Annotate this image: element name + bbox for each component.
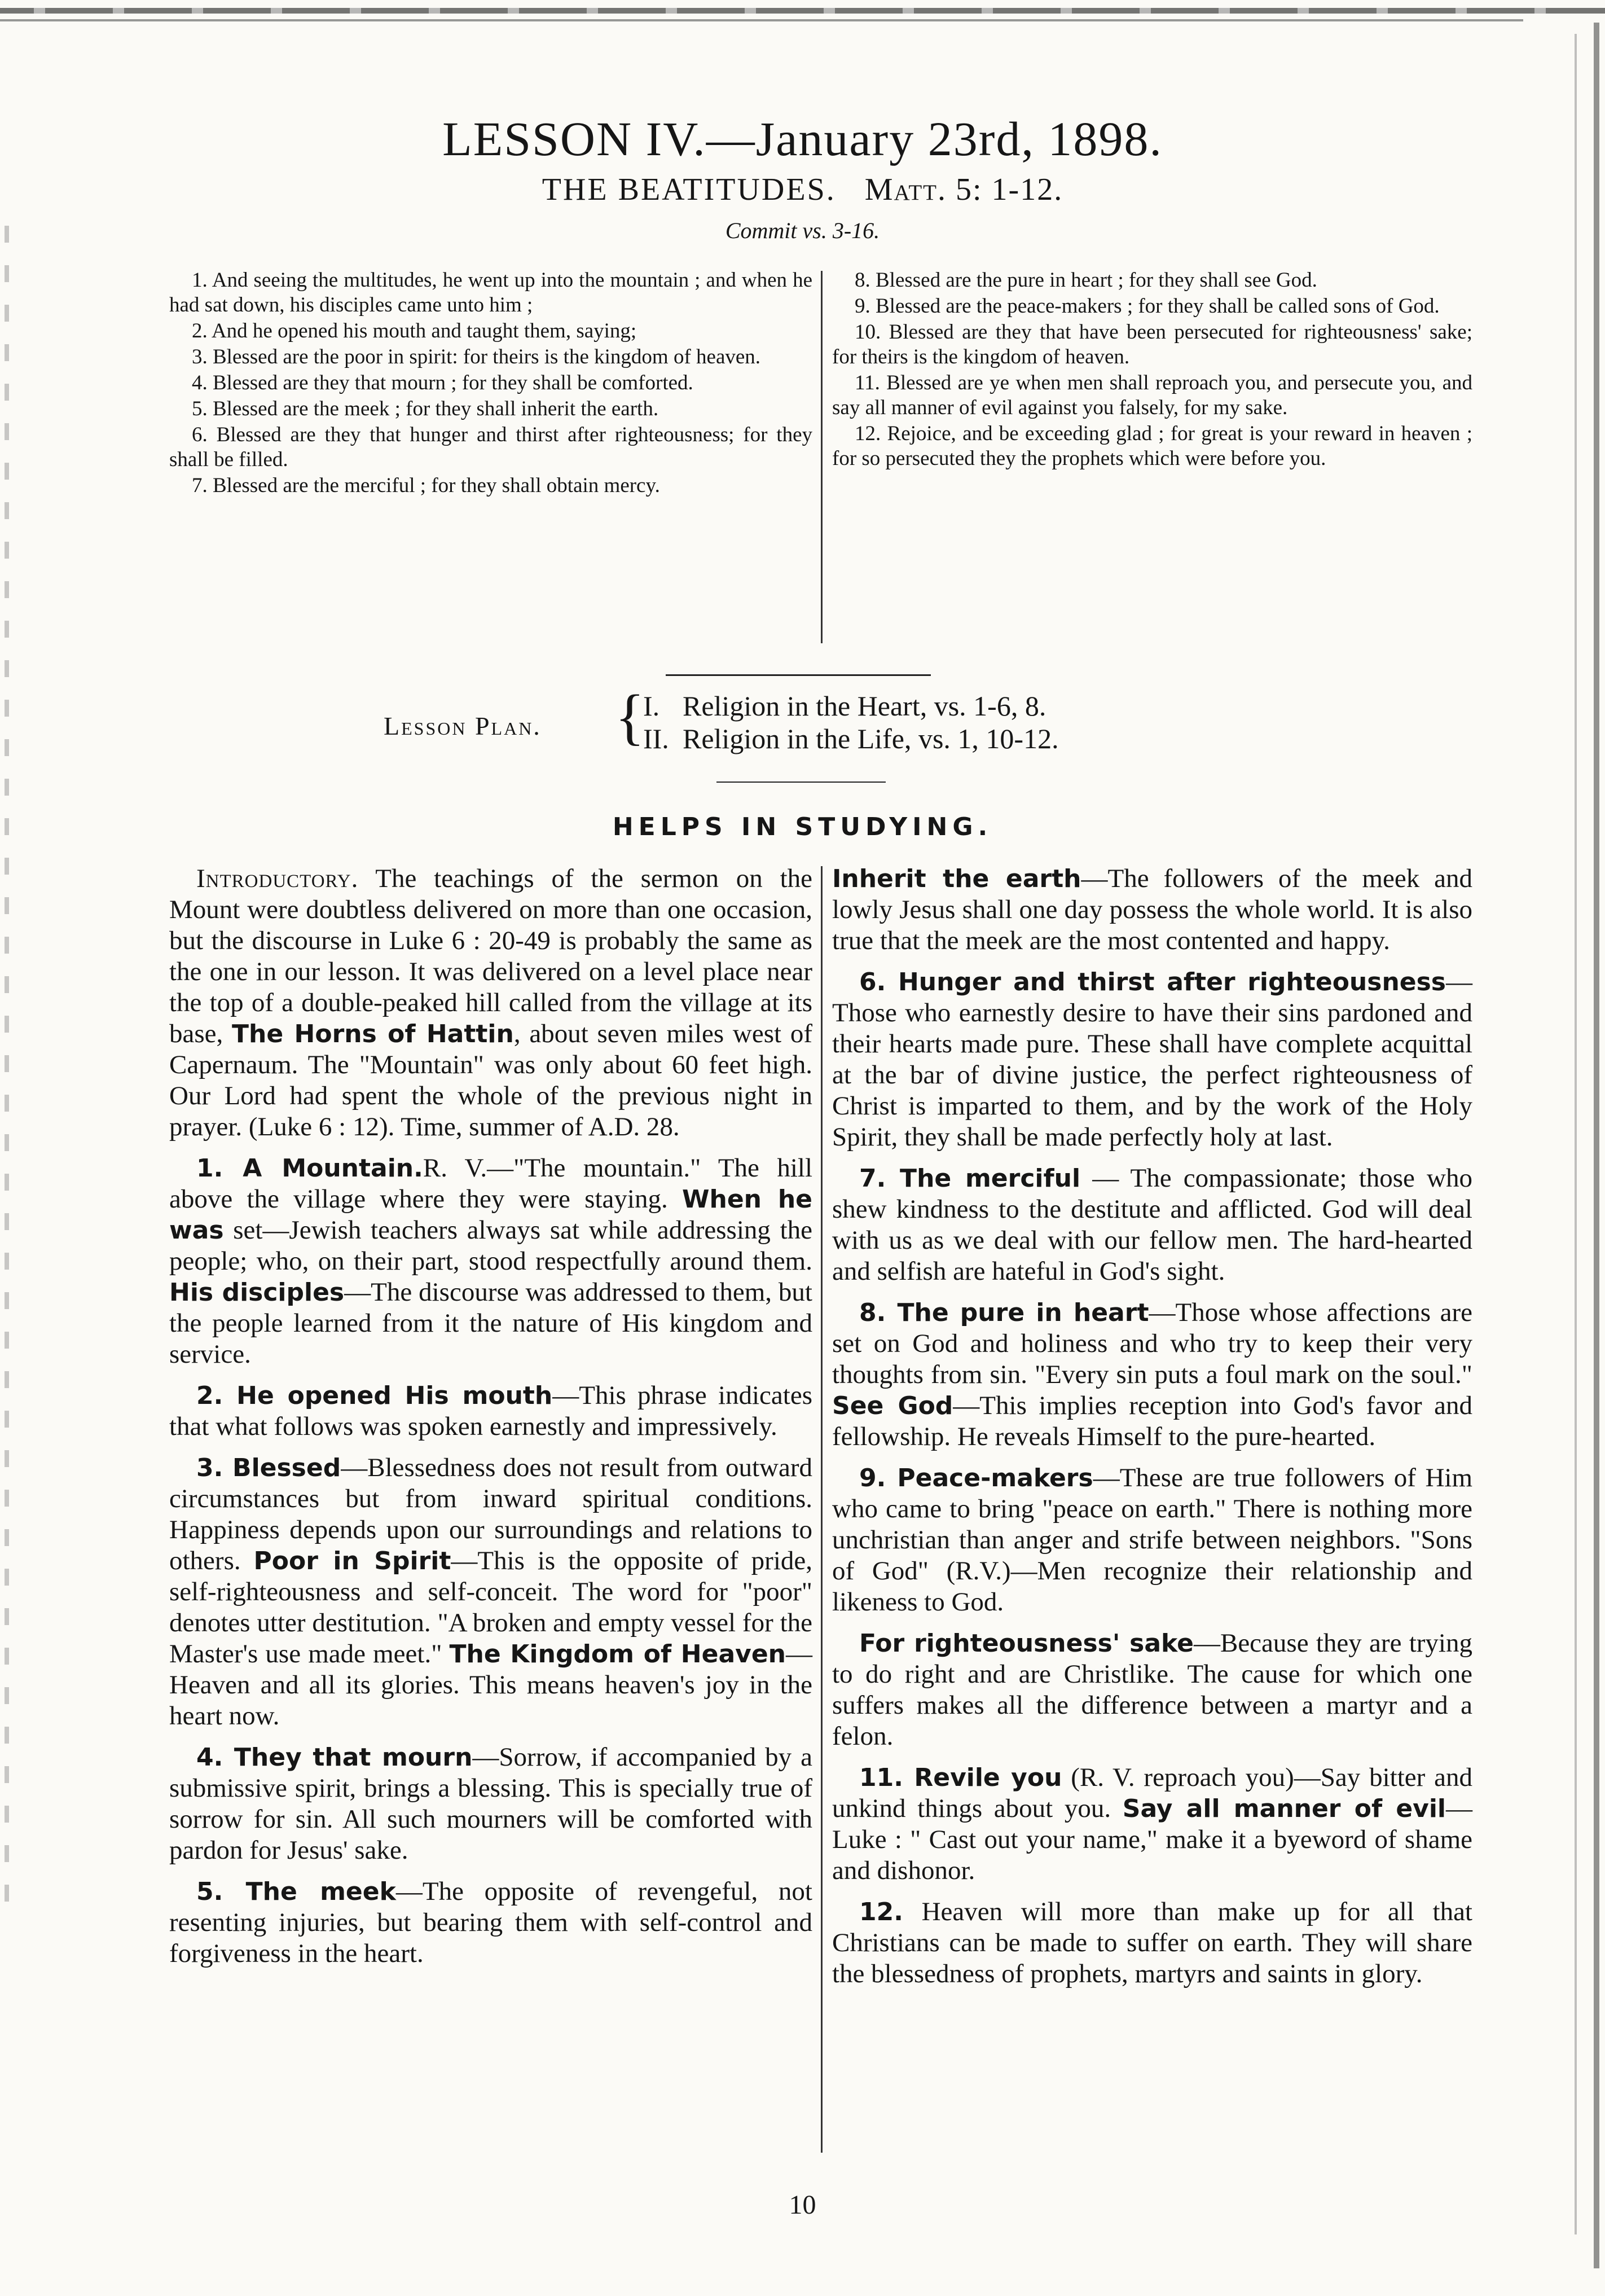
verse: 7. Blessed are the merciful ; for they shall obtain mercy. — [192, 474, 660, 497]
note-text: Heaven will more than make up for all that Christians can be made to suffer on earth. They will share the blessedness of prophets, martyrs and saints in glory. — [832, 1897, 1472, 1988]
note-text: —The discourse was addressed to them, but the people learned from it the nature of His kingdom and service. — [169, 1277, 812, 1369]
note-keyword: 9. Peace-makers — [859, 1464, 1093, 1492]
note-paragraph — [169, 1380, 812, 1442]
lesson-plan-brace: { — [615, 682, 645, 751]
scan-edge-top-line — [0, 19, 1523, 21]
note-text: (R. V. reproach you)—Say bitter and unkind things about you. — [832, 1763, 1472, 1823]
note-keyword: 8. The pure in heart — [859, 1298, 1149, 1327]
note-keyword: 3. Blessed — [196, 1454, 341, 1482]
note-keyword: The Kingdom of Heaven — [449, 1640, 786, 1669]
helps-right-column — [832, 863, 1472, 2000]
note-text: — The compassionate; those who shew kindness to the destitute and afflicted. God will deal with us as we deal with our fellow men. The hard-hearted and selfish are hateful in God's sight. — [832, 1164, 1472, 1286]
note-keyword: When he was — [169, 1185, 812, 1245]
note-text: —Blessedness does not result from outward circumstances but from inward spiritual conditions. Happiness depends upon our surroundings and relations to others. — [169, 1453, 813, 1575]
verse: 8. Blessed are the pure in heart ; for they shall see God. — [855, 269, 1317, 292]
note-paragraph — [832, 1297, 1472, 1452]
verse: 2. And he opened his mouth and taught them, saying; — [192, 319, 637, 343]
note-text: —This is the opposite of pride, self-righteousness and self-conceit. The word for "poor" denotes utter destitution. "A broken and empty vessel for the Master's use made meet." — [169, 1546, 812, 1669]
note-keyword: 7. The merciful — [859, 1164, 1081, 1193]
note-keyword: 1. A Mountain. — [196, 1154, 423, 1183]
note-text: The teachings of the sermon on the Mount were doubtless delivered on more than one occasion, but the discourse in Luke 6 : 20-49 is probably the same as the one in our lesson. It was delivered on a level place near the top of a double-peaked hill called from the village at its base, — [169, 864, 812, 1048]
rule-above-plan — [666, 674, 931, 676]
note-keyword: See God — [832, 1391, 953, 1420]
verse: 1. And seeing the multitudes, he went up into the mountain ; and when he had sat down, his disciples came unto him ; — [169, 269, 812, 317]
verse: 11. Blessed are ye when men shall reproach you, and persecute you, and say all manner of evil against you falsely, for my sake. — [832, 371, 1472, 419]
note-text: —These are true followers of Him who came to bring "peace on earth." There is nothing more unchristian than anger and strife between neighbors. "Sons of God" (R.V.)—Men recognize their relationship and likeness to God. — [832, 1463, 1472, 1617]
note-paragraph — [832, 967, 1472, 1153]
verse: 12. Rejoice, and be exceeding glad ; for great is your reward in heaven ; for so persecuted they the prophets which were before you. — [832, 422, 1472, 470]
lesson-plan-item: II. Religion in the Life, vs. 1, 10-12. — [643, 723, 1059, 754]
verse: 6. Blessed are they that hunger and thirst after righteousness; for they shall be filled. — [169, 423, 812, 471]
note-keyword: 12. — [859, 1898, 903, 1926]
scripture-column-divider — [821, 271, 823, 643]
note-text: —Those whose affections are set on God and holiness and who try to keep their very thoughts from sin. "Every sin puts a foul mark on the soul." — [832, 1298, 1473, 1389]
note-keyword: His disciples — [169, 1278, 345, 1307]
page-number: 10 — [789, 2190, 816, 2220]
note-text: —Those who earnestly desire to have their sins pardoned and their hearts made pure. These shall have complete acquittal at the bar of divine justice, the perfect righteousness of Christ is imparted to them, and by the work of the Holy Spirit, they shall be made perfectly holy at last. — [832, 967, 1472, 1152]
note-keyword: 2. He opened His mouth — [196, 1381, 553, 1410]
note-paragraph — [832, 863, 1472, 956]
scan-edge-right — [1594, 23, 1599, 2268]
note-text: — Luke : " Cast out your name," make it a byeword of shame and dishonor. — [832, 1794, 1473, 1885]
note-text: set—Jewish teachers always sat while addressing the people; who, on their part, stood respectfully around them. — [169, 1215, 812, 1276]
note-keyword: Inherit the earth — [832, 864, 1081, 893]
note-text: R. V.—"The mountain." The hill above the village where they were staying. — [169, 1153, 812, 1214]
scan-edge-top — [0, 8, 1605, 14]
note-keyword: 6. Hunger and thirst after righteousness — [859, 968, 1446, 996]
note-text: , about seven miles west of Capernaum. The "Mountain" was only about 60 feet high. Our Lord had spent the whole of the previous night in prayer. (Luke 6 : 12). Time, summer of A.D. 28. — [169, 1019, 812, 1142]
verse: 9. Blessed are the peace-makers ; for they shall be called sons of God. — [855, 295, 1440, 318]
note-keyword: Poor in Spirit — [253, 1547, 451, 1575]
note-paragraph — [169, 1742, 812, 1866]
note-paragraph — [832, 1163, 1472, 1287]
note-text: —The followers of the meek and lowly Jesus shall one day possess the whole world. It is also true that the meek are the most contented and happy. — [832, 864, 1473, 955]
verse: 5. Blessed are the meek ; for they shall inherit the earth. — [192, 397, 659, 420]
commit-verses: Commit vs. 3-16. — [725, 218, 880, 243]
helps-column-divider — [821, 866, 823, 2153]
note-text: —This phrase indicates that what follows was spoken earnestly and impressively. — [169, 1381, 812, 1441]
note-text: —Because they are trying to do right and are Christlike. The cause for which one suffers makes all the difference between a martyr and a felon. — [832, 1628, 1472, 1751]
verse: 4. Blessed are they that mourn ; for they shall be comforted. — [192, 371, 693, 394]
passage-heading — [0, 172, 1605, 208]
scripture-left-column — [169, 268, 812, 499]
helps-heading: HELPS IN STUDYING. — [612, 813, 993, 841]
lesson-plan-label: Lesson Plan. — [384, 712, 542, 740]
note-paragraph — [832, 1896, 1472, 1990]
note-text: —The opposite of revengeful, not resenting injuries, but bearing them with self-control and forgiveness in the heart. — [169, 1877, 812, 1968]
note-keyword: The Horns of Hattin — [232, 1020, 514, 1048]
note-paragraph — [169, 1153, 812, 1370]
note-keyword: For righteousness' sake — [859, 1629, 1194, 1658]
note-paragraph — [169, 1876, 812, 1969]
note-paragraph — [169, 1452, 812, 1732]
passage-reference: Matt. 5: 1-12. — [864, 172, 1063, 207]
helps-left-column — [169, 863, 812, 1979]
note-paragraph — [832, 1463, 1472, 1618]
note-keyword: Say all manner of evil — [1122, 1794, 1446, 1823]
lesson-plan-item: I. Religion in the Heart, vs. 1-6, 8. — [643, 690, 1046, 722]
lesson-title: LESSON IV.—January 23rd, 1898. — [442, 112, 1163, 166]
verse: 10. Blessed are they that have been persecuted for righteousness' sake; for theirs is the kingdom of heaven. — [832, 321, 1472, 368]
note-paragraph — [832, 1762, 1472, 1886]
verse: 3. Blessed are the poor in spirit: for theirs is the kingdom of heaven. — [192, 345, 761, 368]
note-keyword: Introductory. — [196, 864, 359, 893]
note-text: —Sorrow, if accompanied by a submissive spirit, brings a blessing. This is specially true of sorrow for sin. All such mourners will be comforted with pardon for Jesus' sake. — [169, 1742, 813, 1865]
scan-edge-left — [5, 226, 9, 1919]
note-text: —This implies reception into God's favor and fellowship. He reveals Himself to the pure-hearted. — [832, 1391, 1472, 1451]
scan-edge-right-line — [1575, 34, 1577, 2234]
note-text: —Heaven and all its glories. This means heaven's joy in the heart now. — [169, 1639, 812, 1731]
rule-below-plan — [716, 782, 886, 783]
note-paragraph — [169, 863, 812, 1143]
note-keyword: 4. They that mourn — [196, 1743, 473, 1772]
passage-title: THE BEATITUDES. — [542, 172, 836, 207]
note-keyword: 11. Revile you — [859, 1763, 1062, 1792]
scripture-right-column — [832, 268, 1472, 472]
note-paragraph — [832, 1628, 1472, 1752]
note-keyword: 5. The meek — [196, 1877, 396, 1906]
